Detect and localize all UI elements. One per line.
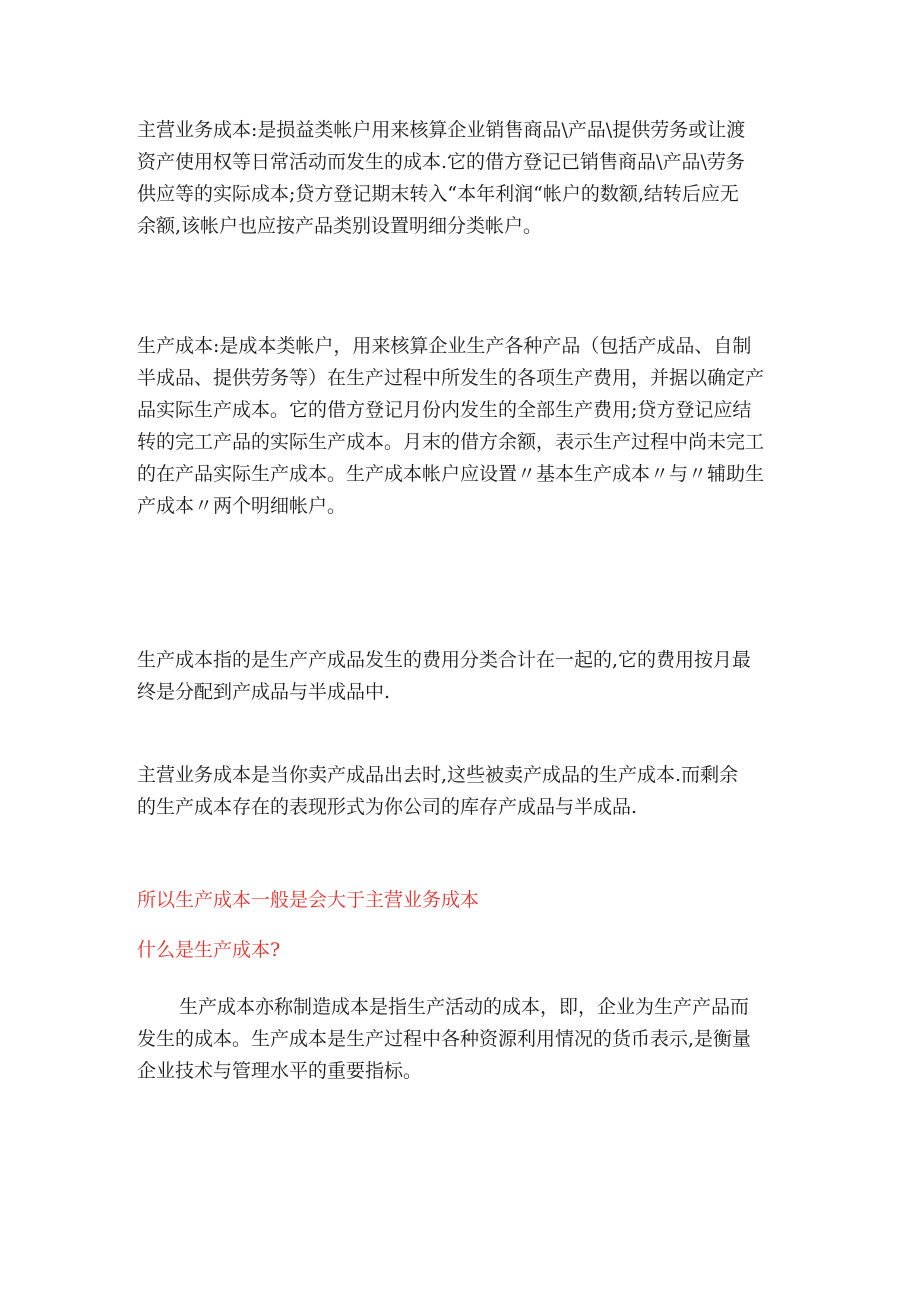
- text-line: 主营业务成本:是损益类帐户用来核算企业销售商品\产品\提供劳务或让渡: [137, 119, 746, 141]
- text-line: 所以生产成本一般是会大于主营业务成本: [137, 889, 480, 911]
- text-line: 发生的成本。生产成本是生产过程中各种资源利用情况的货币表示,是衡量: [137, 1028, 752, 1050]
- text-line: 半成品、提供劳务等）在生产过程中所发生的各项生产费用，并据以确定产: [137, 367, 765, 389]
- highlight-conclusion: [137, 884, 797, 916]
- text-line: 企业技术与管理水平的重要指标。: [137, 1060, 423, 1082]
- text-line: 余额,该帐户也应按产品类别设置明细分类帐户。: [137, 215, 543, 237]
- text-line: 资产使用权等日常活动而发生的成本.它的借方登记已销售商品\产品\劳务: [137, 151, 745, 173]
- text-line: 生产成本:是成本类帐户，用来核算企业生产各种产品（包括产成品、自制: [137, 335, 752, 357]
- text-line: 主营业务成本是当你卖产成品出去时,这些被卖产成品的生产成本.而剩余: [137, 764, 739, 786]
- paragraph-production-cost-meaning: [137, 644, 797, 708]
- text-line: 什么是生产成本?: [137, 939, 281, 961]
- text-line: 的生产成本存在的表现形式为你公司的库存产成品与半成品.: [137, 796, 638, 818]
- text-line: 转的完工产品的实际生产成本。月末的借方余额，表示生产过程中尚未完工: [137, 431, 765, 453]
- paragraph-main-business-cost: [137, 114, 797, 242]
- text-line: 的在产品实际生产成本。生产成本帐户应设置〃基本生产成本〃与〃辅助生: [137, 463, 765, 485]
- text-line: 产成本〃两个明细帐户。: [137, 495, 347, 517]
- text-line: 生产成本亦称制造成本是指生产活动的成本，即，企业为生产产品而: [179, 996, 750, 1018]
- paragraph-production-cost-account: [137, 330, 797, 522]
- text-line: 供应等的实际成本;贷方登记期末转入“本年利润“帐户的数额,结转后应无: [137, 183, 739, 205]
- section-heading-question: [137, 934, 797, 966]
- text-line: 品实际生产成本。它的借方登记月份内发生的全部生产费用;贷方登记应结: [137, 399, 752, 421]
- paragraph-production-cost-definition: [137, 991, 797, 1087]
- text-line: 生产成本指的是生产产成品发生的费用分类合计在一起的,它的费用按月最: [137, 649, 752, 671]
- paragraph-main-business-cost-meaning: [137, 759, 797, 823]
- text-line: 终是分配到产成品与半成品中.: [137, 681, 391, 703]
